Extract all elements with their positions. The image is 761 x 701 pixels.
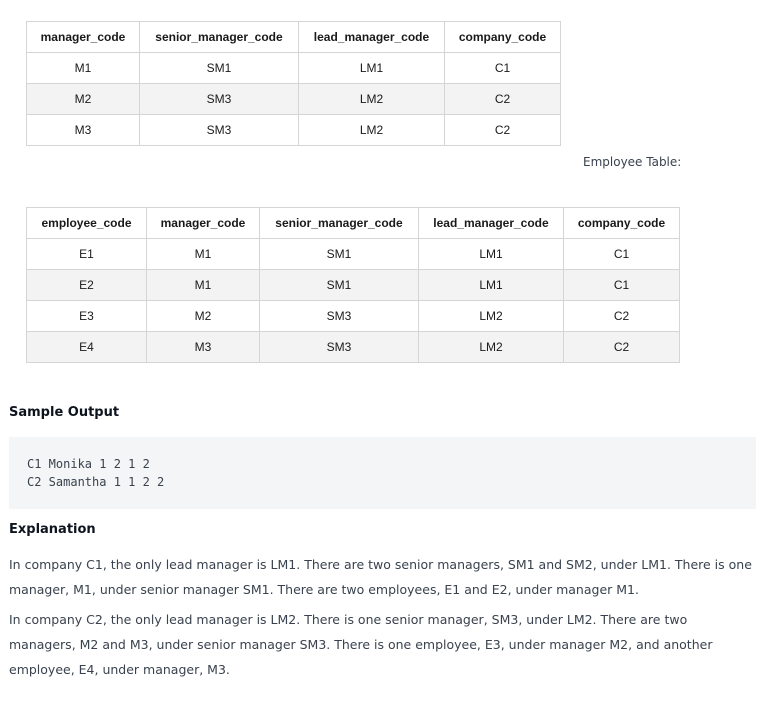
- table-cell: C1: [564, 270, 680, 301]
- employee-table-caption: Employee Table:: [583, 155, 682, 169]
- table-row: [27, 332, 680, 363]
- table-cell: E4: [27, 332, 147, 363]
- table-cell: M3: [27, 115, 140, 146]
- table-row: [27, 53, 561, 84]
- column-header-manager-code: manager_code: [27, 22, 140, 53]
- employee-table: [26, 207, 680, 363]
- table-cell: M3: [147, 332, 260, 363]
- table-cell: C1: [445, 53, 561, 84]
- sample-output-code-block: [9, 437, 756, 509]
- table-cell: LM2: [419, 301, 564, 332]
- table-cell: M2: [147, 301, 260, 332]
- sample-output-heading: Sample Output: [9, 405, 120, 420]
- column-header-senior-manager-code: senior_manager_code: [140, 22, 299, 53]
- column-header-senior-manager-code: senior_manager_code: [260, 208, 419, 239]
- table-cell: C2: [564, 301, 680, 332]
- table-row: [27, 115, 561, 146]
- explanation-paragraph: In company C2, the only lead manager is LM2. There is one senior manager, SM3, under LM2. There are two managers, M2 and M3, under senior manager SM3. There is one employee, E3, under manager M2, and another employee, E4, under manager, M3.: [9, 612, 713, 677]
- column-header-manager-code: manager_code: [147, 208, 260, 239]
- table-cell: E2: [27, 270, 147, 301]
- table-cell: M1: [147, 239, 260, 270]
- code-line: C1 Monika 1 2 1 2: [27, 457, 150, 471]
- explanation-paragraph: In company C1, the only lead manager is LM1. There are two senior managers, SM1 and SM2, under LM1. There is one manager, M1, under senior manager SM1. There are two employees, E1 and E2, under manager M1.: [9, 557, 752, 597]
- table-row: [27, 84, 561, 115]
- table-cell: LM2: [299, 84, 445, 115]
- table-cell: SM1: [140, 53, 299, 84]
- table-cell: C2: [564, 332, 680, 363]
- table-cell: LM1: [299, 53, 445, 84]
- table-cell: SM1: [260, 239, 419, 270]
- table-cell: LM2: [419, 332, 564, 363]
- table-cell: M2: [27, 84, 140, 115]
- table-cell: E3: [27, 301, 147, 332]
- table-cell: SM3: [260, 332, 419, 363]
- table-cell: C1: [564, 239, 680, 270]
- column-header-lead-manager-code: lead_manager_code: [299, 22, 445, 53]
- table-cell: M1: [147, 270, 260, 301]
- table-row: [27, 239, 680, 270]
- table-cell: SM3: [260, 301, 419, 332]
- manager-table: [26, 21, 561, 146]
- table-cell: SM3: [140, 115, 299, 146]
- code-line: C2 Samantha 1 1 2 2: [27, 475, 165, 489]
- column-header-company-code: company_code: [445, 22, 561, 53]
- table-row: [27, 270, 680, 301]
- table-cell: M1: [27, 53, 140, 84]
- column-header-company-code: company_code: [564, 208, 680, 239]
- table-cell: LM1: [419, 270, 564, 301]
- table-cell: C2: [445, 115, 561, 146]
- table-cell: SM3: [140, 84, 299, 115]
- table-cell: LM2: [299, 115, 445, 146]
- employee-table-header-row: [27, 208, 680, 239]
- column-header-lead-manager-code: lead_manager_code: [419, 208, 564, 239]
- explanation-heading: Explanation: [9, 522, 96, 537]
- table-cell: E1: [27, 239, 147, 270]
- table-cell: LM1: [419, 239, 564, 270]
- table-cell: C2: [445, 84, 561, 115]
- table-row: [27, 301, 680, 332]
- column-header-employee-code: employee_code: [27, 208, 147, 239]
- manager-table-header-row: [27, 22, 561, 53]
- table-cell: SM1: [260, 270, 419, 301]
